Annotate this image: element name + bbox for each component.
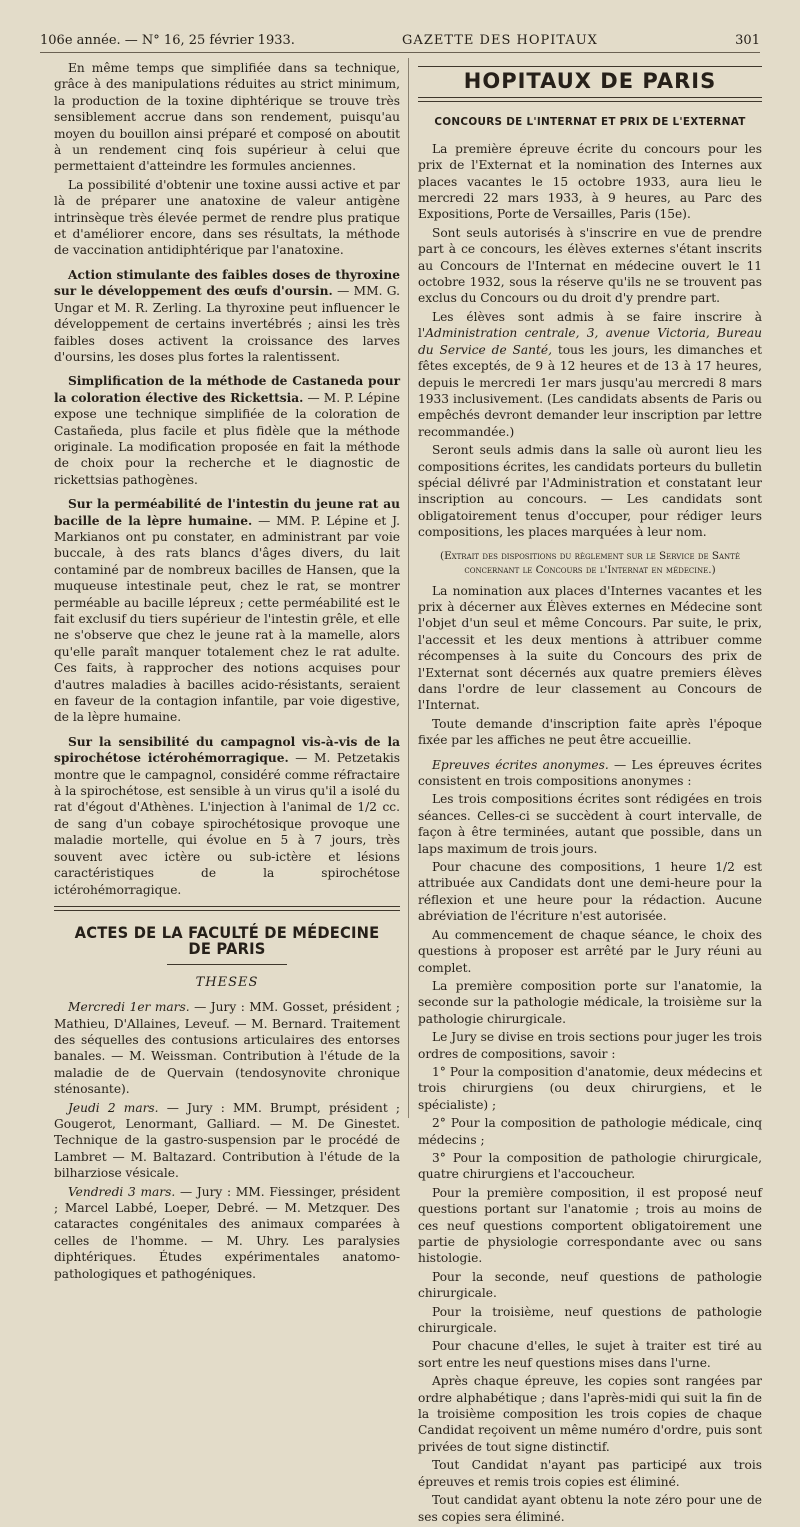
- epreuves-paragraph: Au commencement de chaque séance, le choix des questions à proposer est arrêté par le Jury réuni au complet.: [418, 927, 762, 975]
- title-rule-top: [418, 66, 762, 67]
- section-title: Simplification de la méthode de Castaneda pour la coloration élective des Rickettsia.: [54, 374, 400, 405]
- text-run: tous les jours, les dimanches et fêtes exceptés, de 9 à 12 heures et de 13 à 17 heures, depuis le mercredi 1er mars jusqu'au mercredi 8 mars 1933 inclusivement. (Les candidats absents de Paris ou empêchés devront demander leur inscription par lettre recommandée.): [418, 342, 762, 439]
- epreuves-paragraph: Pour la troisième, neuf questions de pathologie chirurgicale.: [418, 1304, 762, 1336]
- faculty-heading: ACTES DE LA FACULTÉ DE MÉDECINE DE PARIS: [74, 922, 380, 959]
- epreuves-paragraph: Pour chacune des compositions, 1 heure 1/2 est attribuée aux Candidats dont une demi-heure pour la réflexion et une heure pour la rédaction. Aucune abréviation de l'écriture n'est autorisée.: [418, 860, 762, 924]
- concours-paragraph-4: Seront seuls admis dans la salle où auront lieu les compositions écrites, les candidats porteurs du bulletin spécial délivré par l'Administration et constatant leur inscription au concours. — Les candidats sont obligatoirement tenus d'occuper, pour rédiger leurs compositions, les places marquées à leur nom.: [418, 443, 762, 540]
- journal-title: GAZETTE DES HOPITAUX: [402, 33, 598, 48]
- section-text: La thyroxine peut influencer le développement de certains invertébrés ; ainsi les très faibles doses activent la croissance des larves d'oursins, les doses plus fortes la ralentissent.: [54, 300, 400, 364]
- heading-rule: [167, 964, 287, 965]
- these-date: Vendredi 3 mars.: [68, 1184, 176, 1199]
- these-entry-2: [54, 1100, 400, 1182]
- epreuves-paragraph: Après chaque épreuve, les copies sont rangées par ordre alphabétique ; dans l'après-midi qui suit la fin de la troisième composition les trois copies de chaque Candidat reçoivent un même numéro d'ordre, puis sont privées de tout signe distinctif.: [418, 1374, 762, 1454]
- epreuves-intro: [418, 757, 762, 790]
- section-title: Sur la sensibilité du campagnol vis-à-vis de la spirochétose ictérohémorragique.: [54, 734, 400, 766]
- hopitaux-heading: HOPITAUX DE PARIS: [463, 69, 717, 93]
- concours-paragraph-3: [418, 309, 762, 440]
- these-text: — Jury : MM. Gosset, président ; Mathieu, D'Allaines, Leveuf. — M. Bernard. Traitement des séquelles des contusions articulaires des entorses banales. — M. Weissman. Contribution à l'étude de la maladie de de Quervain (tendosynovite chronique sténosante).: [54, 1000, 400, 1097]
- right-column: [418, 60, 762, 1527]
- epreuves-paragraph: Tout Candidat n'ayant pas participé aux trois épreuves et remis trois copies est éliminé.: [418, 1458, 762, 1489]
- these-date: Jeudi 2 mars.: [68, 1100, 159, 1115]
- title-rule-bottom: [418, 97, 762, 102]
- issue-info: 106e année. — N° 16, 25 février 1933.: [40, 33, 295, 48]
- section-title: Sur la perméabilité de l'intestin du jeune rat au bacille de la lèpre humaine.: [54, 497, 400, 528]
- extrait-heading: (Extrait des dispositions du règlement sur le Service de Santé concernant le Concours de l'Internat en médecine.): [440, 549, 740, 576]
- section-authors: — MM. G. Ungar et M. R. Zerling.: [54, 284, 400, 315]
- section-authors: — M. Petzetakis: [288, 751, 400, 766]
- epreuves-paragraph: Pour chacune d'elles, le sujet à traiter est tiré au sort entre les neuf questions mises dans l'urne.: [418, 1339, 762, 1370]
- epreuves-paragraph: Les trois compositions écrites sont rédigées en trois séances. Celles-ci se succèdent à court intervalle, de façon à être terminées, autant que possible, dans un laps maximum de trois jours.: [418, 792, 762, 856]
- section-castaneda: [54, 373, 400, 488]
- epreuves-text: — Les épreuves écrites consistent en trois compositions anonymes :: [418, 757, 763, 789]
- epreuves-paragraph: Le Jury se divise en trois sections pour juger les trois ordres de compositions, savoir :: [418, 1030, 762, 1061]
- section-authors: — MM. P. Lépine et J. Markianos: [54, 513, 400, 544]
- administration-address: Administration centrale, 3, avenue Victoria, Bureau du Service de Santé,: [418, 326, 762, 357]
- extrait-paragraph-2: Toute demande d'inscription faite après l'époque fixée par les affiches ne peut être accueillie.: [418, 716, 762, 748]
- section-authors: — M. P. Lépine: [303, 390, 400, 405]
- extrait-paragraph-1: La nomination aux places d'Internes vacantes et les prix à décerner aux Élèves externes en Médecine sont l'objet d'un seul et même Concours. Par suite, le prix, l'accessit et les deux mentions à attribuer comme récompenses à la suite du Concours des prix de l'Externat sont décernés aux quatre premiers élèves dans l'ordre de leur classement au Concours de l'Internat.: [418, 583, 762, 713]
- section-thyroxine: [54, 267, 400, 365]
- these-entry-3: [54, 1184, 400, 1282]
- epreuves-title: Epreuves écrites anonymes.: [432, 757, 609, 772]
- epreuves-paragraph: Pour la seconde, neuf questions de pathologie chirurgicale.: [418, 1269, 762, 1301]
- jury-item-1: 1° Pour la composition d'anatomie, deux médecins et trois chirurgiens (ou deux chirurgiens, et le spécialiste) ;: [418, 1064, 762, 1112]
- these-date: Mercredi 1er mars.: [68, 1000, 190, 1015]
- intro-paragraph-1: En même temps que simplifiée dans sa technique, grâce à des manipulations réduites au strict minimum, la production de la toxine diphtérique se trouve très sensiblement accrue dans son rendement, puisqu'au moyen du bouillon ainsi préparé et composé on aboutit à un rendement cinq fois supérieur à celui que permettaient d'atteindre les formules anciennes.: [54, 61, 400, 174]
- epreuves-paragraph: La première composition porte sur l'anatomie, la seconde sur la pathologie médicale, la troisième sur la pathologie chirurgicale.: [418, 978, 762, 1026]
- page-header: [40, 18, 760, 53]
- concours-paragraph-1: La première épreuve écrite du concours pour les prix de l'Externat et la nomination des Internes aux places vacantes le 15 octobre 1933, aura lieu le mercredi 22 mars 1933, à 9 heures, au Parc des Expositions, Porte de Versailles, Paris (15e).: [418, 141, 762, 222]
- theses-heading: THESES: [195, 974, 259, 990]
- intro-paragraph-2: La possibilité d'obtenir une toxine aussi active et par là de préparer une anatoxine de valeur antigène intrinsèque très élevée permet de rendre plus pratique et d'améliorer encore, dans ses résultats, la méthode de vaccination antidiphtérique par l'anatoxine.: [54, 177, 400, 258]
- these-text: — Jury : MM. Fiessinger, président ; Marcel Labbé, Loeper, Debré. — M. Metzquer. Des cataractes congénitales des animaux comparées à celles de l'homme. — M. Uhry. Les paralysies diphtériques. Études expérimentales anatomo-pathologiques et pathogéniques.: [54, 1184, 400, 1281]
- section-title: Action stimulante des faibles doses de thyroxine sur le développement des œufs d'oursin.: [54, 267, 400, 299]
- concours-paragraph-2: Sont seuls autorisés à s'inscrire en vue de prendre part à ce concours, les élèves externes s'étant inscrits au Concours de l'Internat en médecine ouvert le 11 octobre 1932, sous la réserve qu'ils ne se trouvent pas exclus du Concours ou du droit d'y prendre part.: [418, 225, 762, 306]
- these-text: — Jury : MM. Brumpt, président ; Gougerot, Lenormant, Galliard. — M. De Ginestet. Technique de la gastro-suspension par le procédé de Lambret — M. Baltazard. Contribution à l'étude de la bilharziose vésicale.: [54, 1100, 400, 1181]
- section-campagnol: [54, 734, 400, 898]
- column-divider: [408, 58, 409, 1118]
- section-text: montre que le campagnol, considéré comme réfractaire à la spirochétose, est sensible à un virus qu'il a isolé du rat d'égout d'Athènes. L'injection à l'animal de 1/2 cc. de sang d'un cobaye spirochétosique provoque une maladie mortelle, qui évolue en 5 à 7 jours, très souvent avec ictère ou sub-ictère et lésions caractéristiques de la spirochétose ictérohémorragique.: [54, 767, 400, 897]
- text-run: Les élèves sont admis à se faire inscrire à l': [418, 309, 762, 341]
- section-text: expose une technique simplifiée de la coloration de Castañeda, plus facile et plus fidèle que la méthode originale. La modification proposée en fait la méthode de choix pour la recherche et le diagnostic de rickettsias pathogènes.: [54, 407, 400, 487]
- section-text: ont pu constater, en administrant par voie buccale, à des rats blancs d'âges divers, du lait contaminé par de nombreux bacilles de Hansen, que la muqueuse intestinale peut, chez le rat, se montrer perméable au bacille lépreux ; cette perméabilité est le fait exclusif du tiers supérieur de l'intestin grêle, et elle ne s'observe que chez le jeune rat à la mamelle, alors qu'elle paraît manquer totalement chez le rat adulte. Ces faits, à rapprocher des notions acquises pour d'autres maladies à bacilles acido-résistants, seraient en faveur de la contagion infantile, par voie digestive, de la lèpre humaine.: [54, 529, 400, 725]
- jury-item-2: 2° Pour la composition de pathologie médicale, cinq médecins ;: [418, 1116, 762, 1147]
- epreuves-paragraph: Tout candidat ayant obtenu la note zéro pour une de ses copies sera éliminé.: [418, 1493, 762, 1524]
- section-rule: [54, 906, 400, 911]
- page-number: 301: [735, 33, 760, 48]
- jury-item-3: 3° Pour la composition de pathologie chirurgicale, quatre chirurgiens et l'accoucheur.: [418, 1150, 762, 1182]
- concours-heading: CONCOURS DE L'INTERNAT ET PRIX DE L'EXTERNAT: [434, 116, 746, 129]
- these-entry-1: [54, 999, 400, 1097]
- section-lepre: [54, 496, 400, 726]
- left-column: [54, 60, 400, 1284]
- epreuves-paragraph: Pour la première composition, il est proposé neuf questions portant sur l'anatomie ; trois au moins de ces neuf questions comportent obligatoirement une partie de physiologie correspondante avec ou sans histologie.: [418, 1185, 762, 1266]
